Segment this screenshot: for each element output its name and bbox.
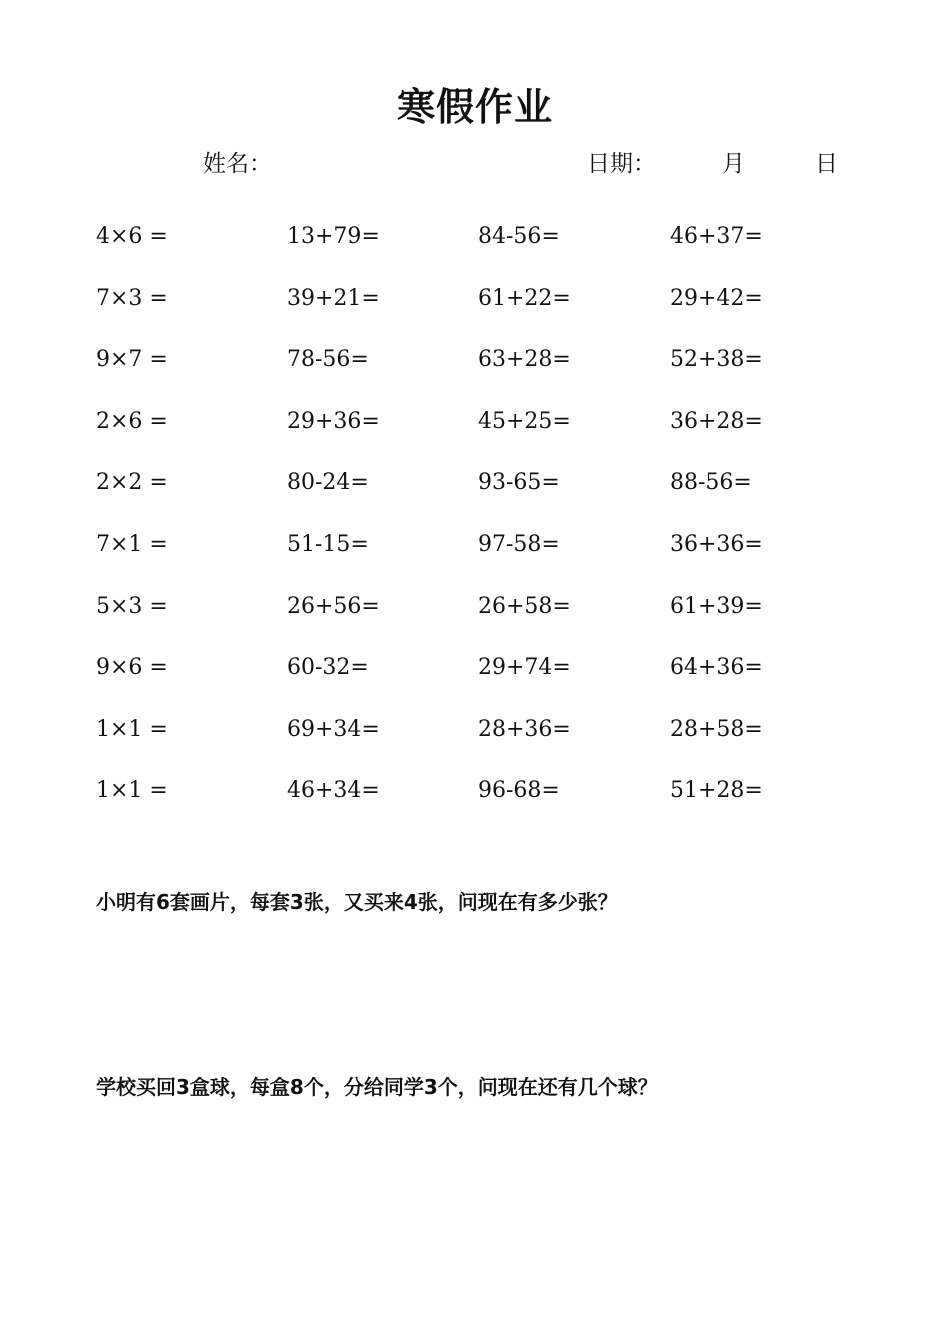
exercise-item: 39+21= (287, 285, 380, 311)
exercise-item: 2×2 = (96, 470, 168, 496)
exercise-item: 96-68= (478, 778, 560, 804)
exercise-row (0, 778, 950, 818)
exercise-item: 45+25= (478, 408, 571, 434)
word-problem-1: 小明有6套画片，每套3张，又买来4张，问现在有多少张？ (96, 890, 618, 914)
day-label: 日 (815, 151, 838, 177)
exercise-item: 51+28= (670, 778, 763, 804)
exercise-item: 26+56= (287, 593, 380, 619)
exercise-item: 2×6 = (96, 408, 168, 434)
exercise-row (0, 655, 950, 695)
exercise-item: 80-24= (287, 470, 369, 496)
worksheet-title: 寒假作业 (396, 85, 553, 129)
exercise-item: 7×1 = (96, 532, 168, 557)
exercise-item: 36+36= (670, 532, 763, 557)
exercise-item: 26+58= (478, 593, 571, 619)
exercise-row (0, 347, 950, 387)
exercise-item: 63+28= (478, 347, 571, 373)
exercise-item: 28+36= (478, 716, 571, 742)
exercise-row (0, 286, 950, 326)
exercise-item: 9×7 = (96, 347, 168, 373)
exercise-item: 13+79= (287, 224, 380, 249)
exercise-item: 46+37= (670, 224, 763, 249)
exercise-item: 29+36= (287, 408, 380, 434)
exercise-row (0, 470, 950, 510)
exercise-item: 5×3 = (96, 593, 168, 619)
exercise-item: 84-56= (478, 224, 560, 249)
word-problem-2: 学校买回3盒球，每盒8个，分给同学3个，问现在还有几个球？ (96, 1075, 658, 1099)
month-label: 月 (722, 151, 745, 177)
exercise-item: 51-15= (287, 532, 369, 557)
exercise-item: 36+28= (670, 408, 763, 434)
exercise-row (0, 717, 950, 757)
exercise-row (0, 409, 950, 449)
exercise-item: 88-56= (670, 470, 752, 496)
date-label: 日期： (587, 151, 656, 177)
exercise-item: 9×6 = (96, 655, 168, 681)
exercise-item: 4×6 = (96, 224, 168, 249)
exercise-item: 52+38= (670, 347, 763, 373)
exercise-item: 28+58= (670, 716, 763, 742)
name-label: 姓名： (203, 151, 272, 177)
exercise-item: 78-56= (287, 347, 369, 373)
exercise-item: 64+36= (670, 655, 763, 681)
exercise-item: 97-58= (478, 532, 560, 557)
exercise-item: 7×3 = (96, 285, 168, 311)
exercise-item: 1×1 = (96, 778, 168, 804)
exercise-row (0, 532, 950, 572)
exercise-item: 1×1 = (96, 716, 168, 742)
exercise-item: 93-65= (478, 470, 560, 496)
exercise-item: 29+42= (670, 285, 763, 311)
exercise-row (0, 594, 950, 634)
exercise-item: 61+39= (670, 593, 763, 619)
exercise-item: 46+34= (287, 778, 380, 804)
exercise-item: 69+34= (287, 716, 380, 742)
exercise-item: 29+74= (478, 655, 571, 681)
exercise-row (0, 224, 950, 264)
exercise-item: 60-32= (287, 655, 369, 681)
exercise-item: 61+22= (478, 285, 571, 311)
